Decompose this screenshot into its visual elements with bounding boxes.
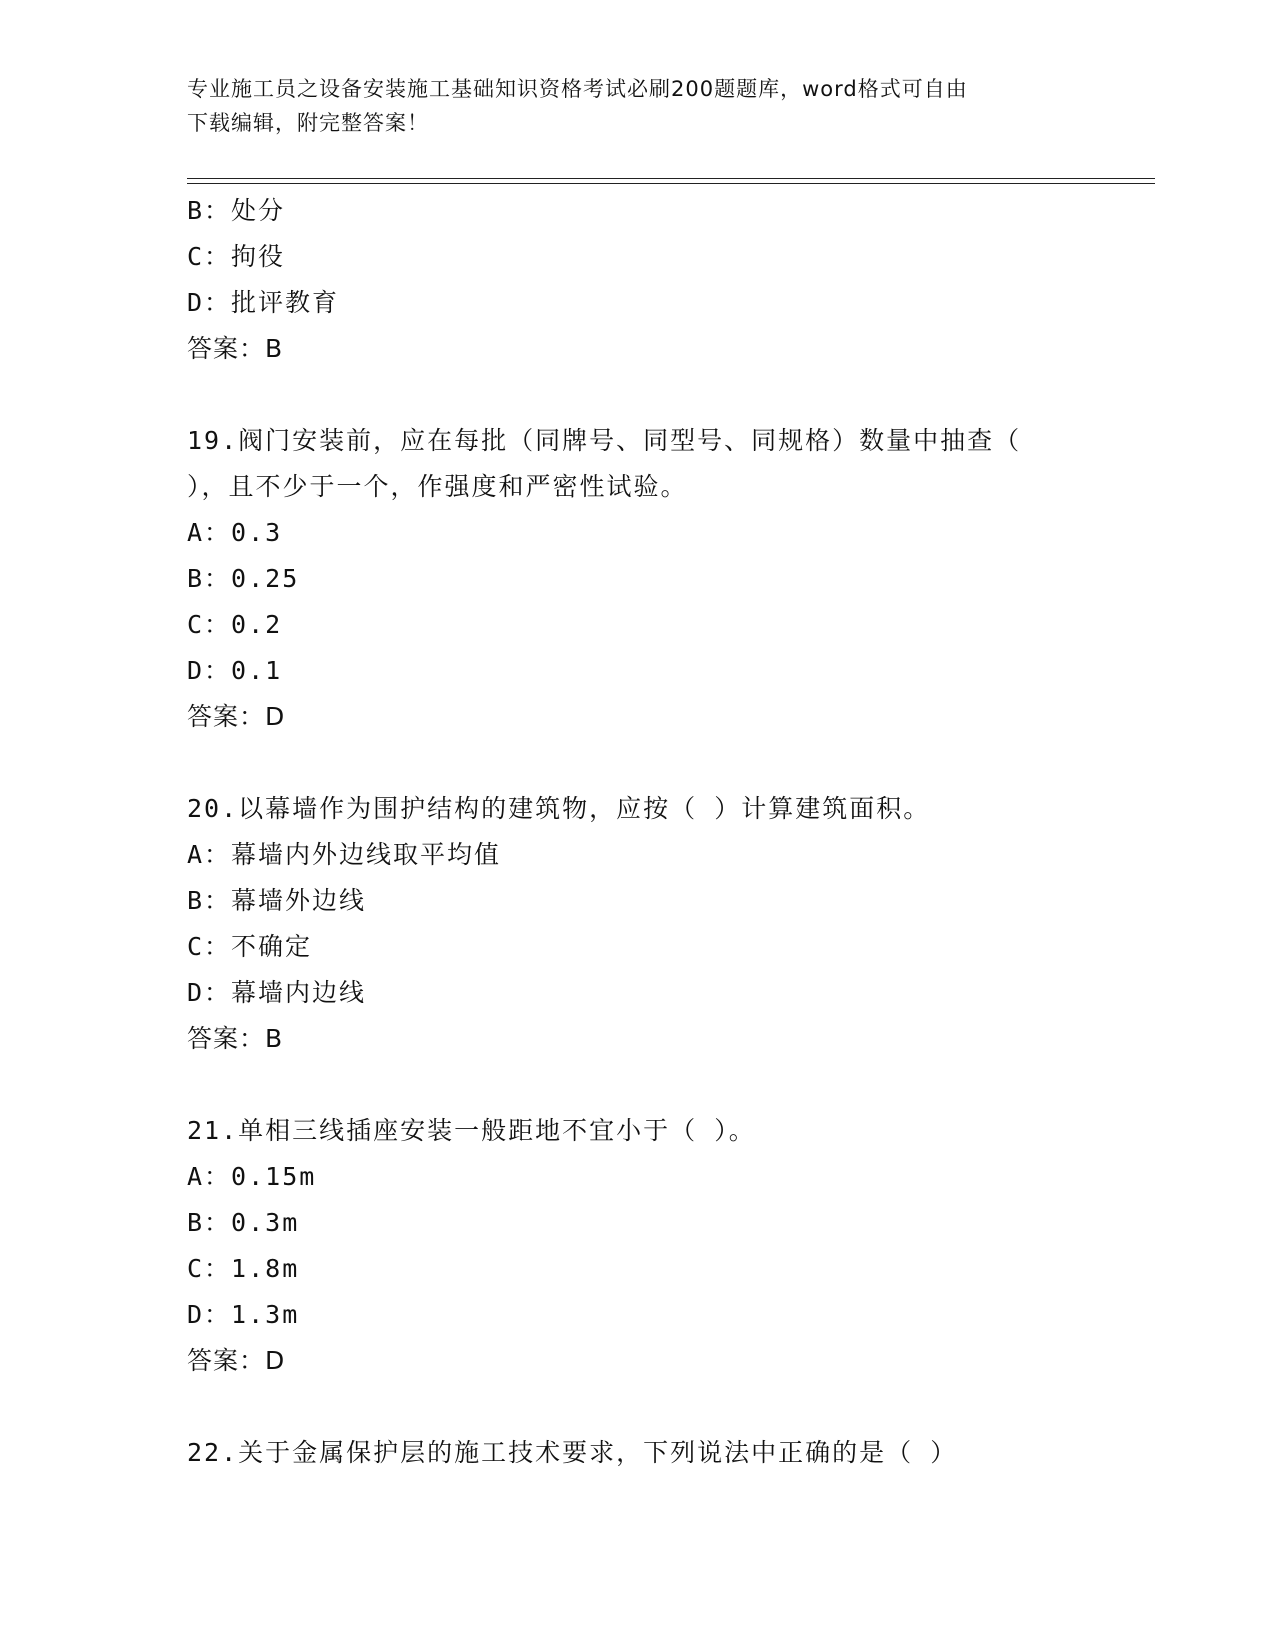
option-d: D：0.1 bbox=[187, 656, 283, 685]
option-a: A：0.15m bbox=[187, 1162, 317, 1191]
option-a: A：0.3 bbox=[187, 518, 283, 547]
question-18-continued bbox=[187, 188, 1147, 372]
document-header bbox=[187, 72, 1087, 140]
answer: 答案：B bbox=[187, 334, 284, 363]
option-c: C：0.2 bbox=[187, 610, 283, 639]
option-c: C：1.8m bbox=[187, 1254, 300, 1283]
question-21 bbox=[187, 1108, 1147, 1384]
header-line-1: 专业施工员之设备安装施工基础知识资格考试必刷200题题库，word格式可自由 bbox=[187, 77, 968, 101]
question-text: 21.单相三线插座安装一般距地不宜小于（ ）。 bbox=[187, 1116, 756, 1145]
question-text: 20.以幕墙作为围护结构的建筑物，应按（ ）计算建筑面积。 bbox=[187, 794, 931, 823]
option-b: B：0.25 bbox=[187, 564, 300, 593]
option-a: A：幕墙内外边线取平均值 bbox=[187, 840, 502, 869]
answer: 答案：D bbox=[187, 702, 286, 731]
question-20 bbox=[187, 786, 1147, 1062]
question-22 bbox=[187, 1430, 1147, 1476]
answer: 答案：D bbox=[187, 1346, 286, 1375]
question-content bbox=[187, 188, 1147, 1476]
header-divider-bottom bbox=[187, 183, 1155, 184]
question-text-line-2: ），且不少于一个，作强度和严密性试验。 bbox=[187, 472, 688, 501]
option-d: D：幕墙内边线 bbox=[187, 978, 367, 1007]
option-d: D：1.3m bbox=[187, 1300, 300, 1329]
option-d: D：批评教育 bbox=[187, 288, 340, 317]
option-c: C：拘役 bbox=[187, 242, 286, 271]
answer: 答案：B bbox=[187, 1024, 284, 1053]
question-text-line-1: 19.阀门安装前，应在每批（同牌号、同型号、同规格）数量中抽查（ bbox=[187, 426, 1022, 455]
question-19 bbox=[187, 418, 1147, 740]
option-b: B：处分 bbox=[187, 196, 286, 225]
header-divider-top bbox=[187, 178, 1155, 179]
option-b: B：0.3m bbox=[187, 1208, 300, 1237]
question-text: 22.关于金属保护层的施工技术要求，下列说法中正确的是（ ） bbox=[187, 1438, 958, 1467]
option-b: B：幕墙外边线 bbox=[187, 886, 367, 915]
option-c: C：不确定 bbox=[187, 932, 313, 961]
header-line-2: 下载编辑，附完整答案！ bbox=[187, 111, 429, 135]
